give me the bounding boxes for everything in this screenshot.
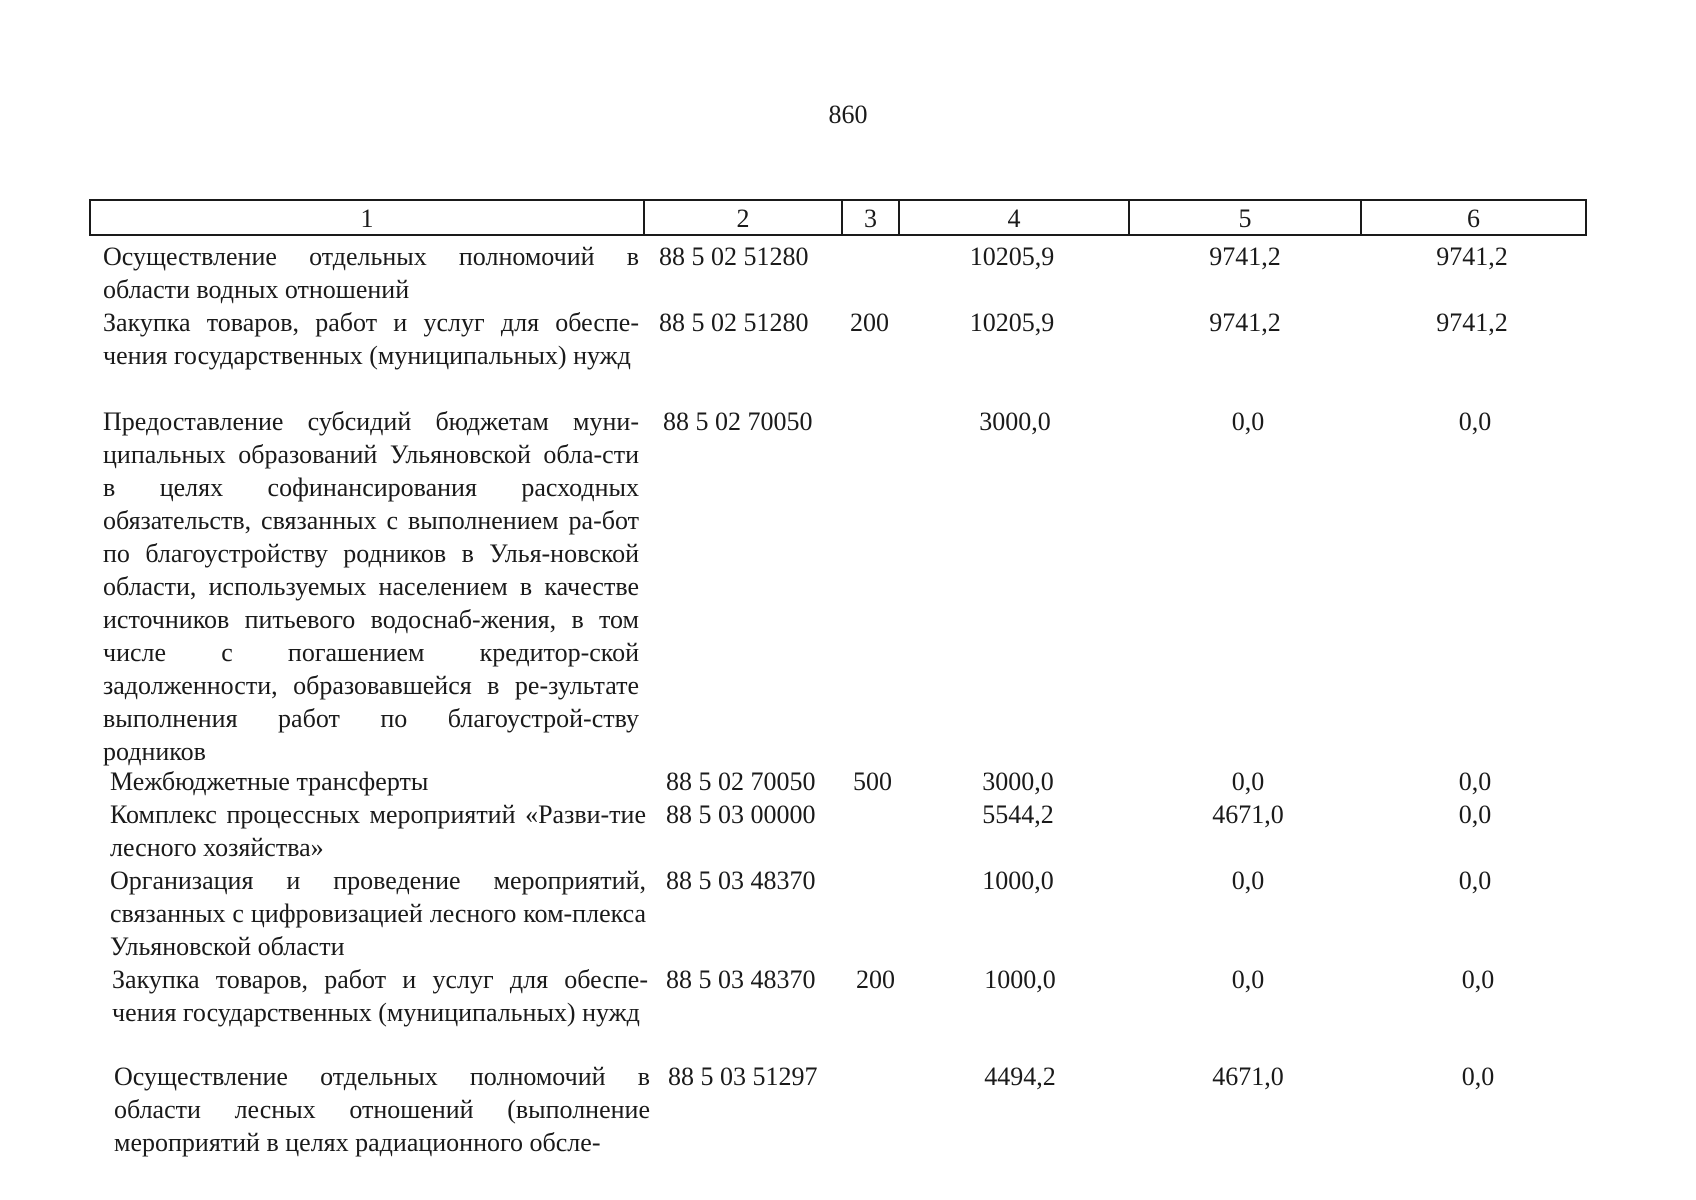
page-number: 860 (828, 100, 868, 129)
row-type: 500 (853, 767, 892, 796)
row-value-4: 3000,0 (982, 767, 1054, 796)
row-type: 200 (856, 965, 895, 994)
row-value-5: 0,0 (1231, 866, 1265, 895)
row-value-5: 9741,2 (1209, 242, 1281, 271)
row-value-5: 9741,2 (1209, 308, 1281, 337)
row-code: 88 5 03 48370 (666, 866, 816, 895)
row-value-6: 9741,2 (1436, 242, 1508, 271)
row-code: 88 5 02 51280 (659, 308, 809, 337)
row-code: 88 5 02 70050 (666, 767, 816, 796)
header-col-3: 3 (843, 201, 900, 234)
row-value-6: 0,0 (1458, 800, 1492, 829)
row-value-6: 0,0 (1458, 407, 1492, 436)
row-value-5: 0,0 (1231, 767, 1265, 796)
header-col-2: 2 (645, 201, 843, 234)
header-col-6: 6 (1467, 204, 1480, 233)
row-value-4: 4494,2 (984, 1062, 1056, 1091)
header-col-4: 4 (900, 201, 1130, 234)
header-col-1: 1 (91, 201, 645, 234)
row-code: 88 5 02 70050 (663, 407, 813, 436)
row-type: 200 (850, 308, 889, 337)
row-name: Осуществление отдельных полномочий в области лесных отношений (выполнение мероприятий в целях радиационного обсле- (114, 1062, 650, 1157)
row-value-4: 10205,9 (969, 242, 1055, 271)
row-name: Предоставление субсидий бюджетам муни-ципальных образований Ульяновской обла-сти в целях софинансирования расходных обязательств, связанных с выполнением ра-бот по благоустройству родников в Улья-новской области, используемых населением в качестве источников питьевого водоснаб-жения, в том числе с погашением кредитор-ской задолженности, образовавшейся в ре-зультате выполнения работ по благоустрой-ству родников (103, 407, 639, 766)
row-code: 88 5 03 00000 (666, 800, 816, 829)
row-value-5: 4671,0 (1212, 800, 1284, 829)
row-name: Комплекс процессных мероприятий «Разви-тие лесного хозяйства» (110, 800, 646, 862)
row-value-4: 5544,2 (982, 800, 1054, 829)
row-name: Закупка товаров, работ и услуг для обеспе-чения государственных (муниципальных) нужд (103, 308, 639, 370)
row-value-4: 10205,9 (969, 308, 1055, 337)
row-value-5: 0,0 (1231, 965, 1265, 994)
row-value-4: 1000,0 (982, 866, 1054, 895)
row-value-5: 0,0 (1231, 407, 1265, 436)
row-value-6: 9741,2 (1436, 308, 1508, 337)
row-name: Осуществление отдельных полномочий в области водных отношений (103, 242, 639, 304)
row-value-6: 0,0 (1461, 1062, 1495, 1091)
row-value-5: 4671,0 (1212, 1062, 1284, 1091)
row-code: 88 5 02 51280 (659, 242, 809, 271)
table-header (89, 199, 1587, 236)
row-value-6: 0,0 (1458, 767, 1492, 796)
row-name: Организация и проведение мероприятий, связанных с цифровизацией лесного ком-плекса Ульяновской области (110, 866, 646, 961)
header-col-5: 5 (1130, 201, 1362, 234)
row-code: 88 5 03 51297 (668, 1062, 818, 1091)
row-name: Межбюджетные трансферты (110, 767, 429, 796)
row-value-4: 1000,0 (984, 965, 1056, 994)
row-code: 88 5 03 48370 (666, 965, 816, 994)
row-value-4: 3000,0 (979, 407, 1051, 436)
row-name: Закупка товаров, работ и услуг для обеспе-чения государственных (муниципальных) нужд (112, 965, 648, 1027)
row-value-6: 0,0 (1461, 965, 1495, 994)
row-value-6: 0,0 (1458, 866, 1492, 895)
